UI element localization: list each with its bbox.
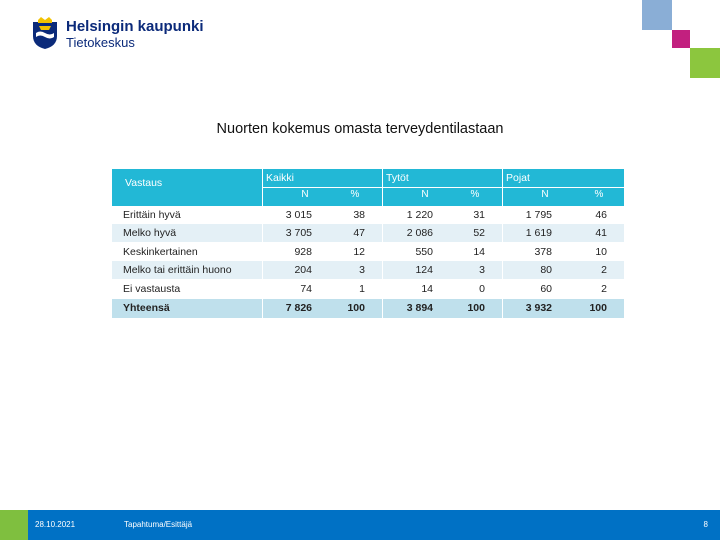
cell-value: 3 894 [406, 302, 433, 314]
cell-value: 378 [534, 246, 552, 258]
table-row [112, 243, 624, 261]
row-label: Ei vastausta [123, 283, 181, 295]
decor-square-blue [642, 0, 672, 30]
table-row [112, 206, 624, 224]
cell-value: 550 [415, 246, 433, 258]
slide-title: Nuorten kokemus omasta terveydentilastaan [216, 121, 504, 137]
logo-subtitle: Tietokeskus [66, 35, 135, 50]
total-label: Yhteensä [123, 302, 170, 314]
cell-value: 124 [415, 264, 433, 276]
table-row [112, 224, 624, 242]
cell-value: 928 [294, 246, 312, 258]
cell-value: 1 619 [525, 227, 552, 239]
cell-value: 100 [589, 302, 607, 314]
subheader: % [594, 189, 604, 200]
cell-value: 1 795 [525, 209, 552, 221]
footer-bar [0, 510, 720, 540]
cell-value: 47 [353, 227, 365, 239]
table-header [112, 169, 624, 206]
cell-value: 46 [595, 209, 607, 221]
cell-value: 74 [300, 283, 312, 295]
group-header-pojat: Pojat [502, 169, 624, 188]
helsinki-logo [30, 16, 204, 56]
decor-square-pink [672, 30, 690, 48]
row-label: Erittäin hyvä [123, 209, 181, 221]
health-table [112, 169, 624, 318]
column-divider [502, 169, 503, 318]
table-row [112, 261, 624, 279]
footer-accent [0, 510, 28, 540]
page-number: 8 [703, 520, 708, 529]
cell-value: 3 [359, 264, 365, 276]
cell-value: 1 [359, 283, 365, 295]
subheader: N [421, 189, 429, 200]
cell-value: 7 826 [285, 302, 312, 314]
cell-value: 2 [601, 264, 607, 276]
footer-date: 28.10.2021 [35, 520, 76, 529]
subheader: N [301, 189, 309, 200]
subheader: % [350, 189, 360, 200]
cell-value: 80 [540, 264, 552, 276]
cell-value: 3 932 [525, 302, 552, 314]
cell-value: 2 086 [406, 227, 433, 239]
decor-square-green [690, 48, 720, 78]
cell-value: 14 [473, 246, 485, 258]
cell-value: 204 [294, 264, 312, 276]
cell-value: 3 015 [285, 209, 312, 221]
cell-value: 3 [479, 264, 485, 276]
cell-value: 12 [353, 246, 365, 258]
cell-value: 3 705 [285, 227, 312, 239]
logo-title: Helsingin kaupunki [66, 18, 204, 35]
cell-value: 10 [595, 246, 607, 258]
cell-value: 60 [540, 283, 552, 295]
footer-organizer: Tapahtuma/Esittäjä [124, 520, 193, 529]
row-label: Melko tai erittäin huono [123, 264, 232, 276]
cell-value: 31 [473, 209, 485, 221]
table-row [112, 280, 624, 298]
cell-value: 0 [479, 283, 485, 295]
city-crest-icon [30, 16, 60, 50]
group-header-kaikki: Kaikki [262, 169, 382, 188]
subheader: % [470, 189, 480, 200]
cell-value: 1 220 [406, 209, 433, 221]
row-label: Keskinkertainen [123, 246, 198, 258]
row-header-label: Vastaus [125, 177, 163, 189]
cell-value: 41 [595, 227, 607, 239]
column-divider [382, 169, 383, 318]
cell-value: 100 [347, 302, 365, 314]
cell-value: 38 [353, 209, 365, 221]
cell-value: 2 [601, 283, 607, 295]
cell-value: 100 [467, 302, 485, 314]
cell-value: 14 [421, 283, 433, 295]
row-label: Melko hyvä [123, 227, 177, 239]
cell-value: 52 [473, 227, 485, 239]
subheader: N [541, 189, 549, 200]
table-total-row [112, 299, 624, 318]
group-header-tytot: Tytöt [382, 169, 502, 188]
column-divider [262, 169, 263, 318]
